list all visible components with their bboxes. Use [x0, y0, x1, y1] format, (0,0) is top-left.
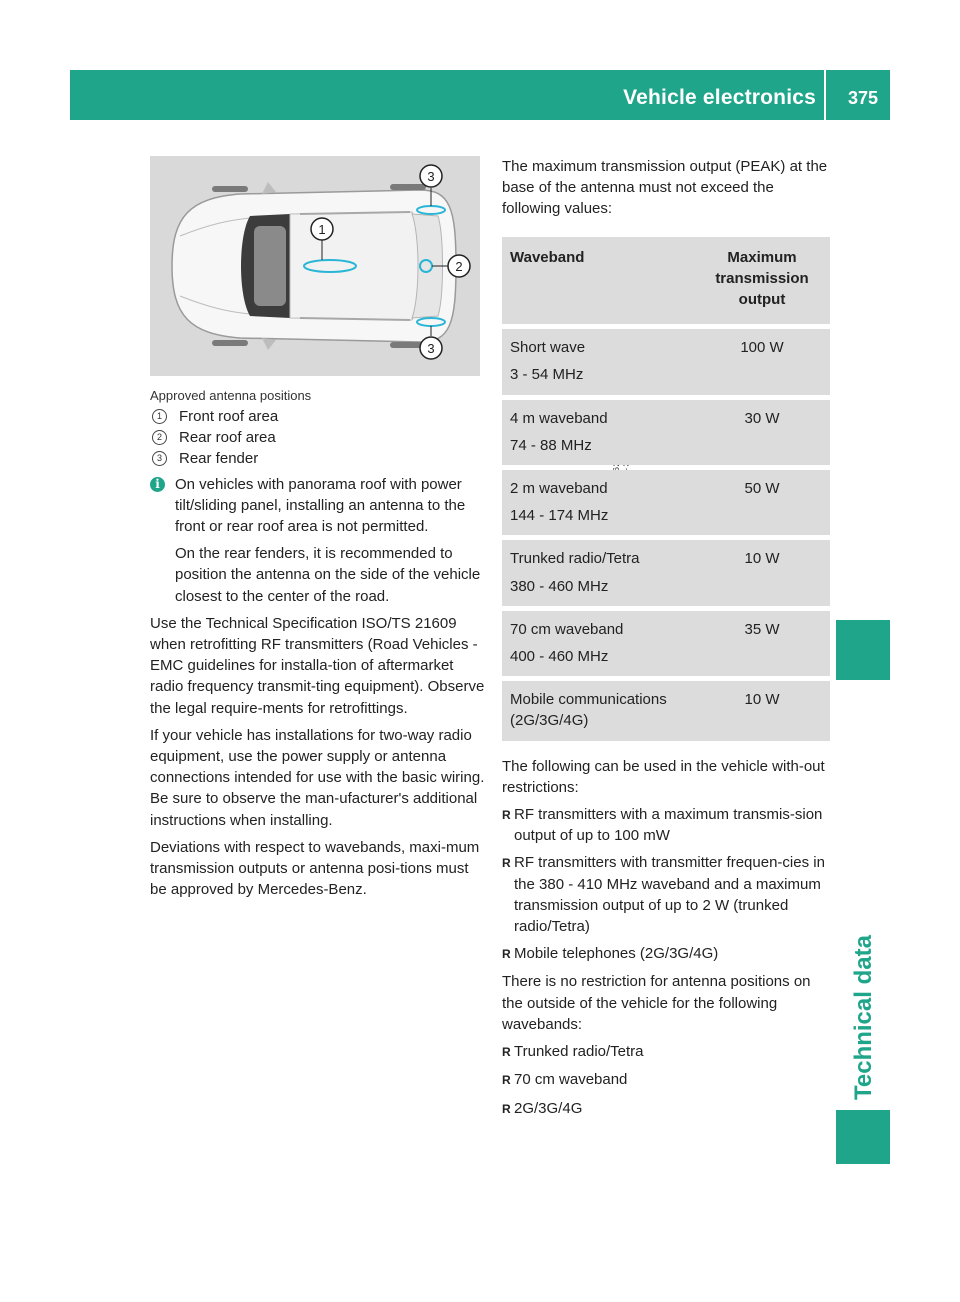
- right-column: [502, 156, 832, 1120]
- table-row: [502, 470, 830, 535]
- info-note: [150, 474, 486, 607]
- waveband-name: 2 m waveband: [510, 480, 608, 498]
- list-item: [502, 1041, 832, 1063]
- svg-text:3: 3: [427, 341, 435, 356]
- legend-item: [150, 427, 486, 448]
- svg-text:3: 3: [427, 169, 435, 184]
- column-header: Waveband: [502, 237, 694, 325]
- list-item: [502, 943, 832, 965]
- waveband-range: 3 - 54 MHz: [510, 366, 584, 384]
- car-top-view-illustration: [150, 156, 480, 376]
- page-header: [70, 70, 890, 120]
- output-cell: 10 W: [694, 681, 830, 740]
- table-row: [502, 681, 830, 740]
- list-item-text: 2G/3G/4G: [514, 1099, 583, 1117]
- callout-3-top: [420, 165, 442, 187]
- legend-number: 2: [152, 430, 167, 445]
- unrestricted-intro: The following can be used in the vehicle with-out restrictions:: [502, 757, 825, 796]
- info-icon: i: [150, 477, 165, 492]
- bullet-icon: R: [502, 947, 511, 962]
- waveband-name: 70 cm waveband: [510, 620, 624, 638]
- list-item-text: RF transmitters with transmitter frequen-cies in the 380 - 410 MHz waveband and a maximum transmission output of up to 2 W (trunked radio/Tetra): [514, 854, 825, 936]
- callout-3-bottom: [420, 337, 442, 359]
- body-paragraph: Deviations with respect to wavebands, maxi-mum transmission outputs or antenna posi-tions must be approved by Mercedes-Benz.: [150, 838, 480, 899]
- table-row: [502, 329, 830, 394]
- waveband-cell: [502, 470, 694, 535]
- page-number: 375: [847, 88, 878, 108]
- column-header: Maximum transmission output: [694, 237, 830, 325]
- waveband-cell: [502, 329, 694, 394]
- waveband-range: 74 - 88 MHz: [510, 436, 592, 454]
- output-cell: 35 W: [694, 611, 830, 676]
- callout-1: [311, 218, 333, 240]
- output-cell: 100 W: [694, 329, 830, 394]
- table-row: [502, 400, 830, 465]
- intro-paragraph: The maximum transmission output (PEAK) at the base of the antenna must not exceed the following values:: [502, 158, 828, 218]
- waveband-range: 144 - 174 MHz: [510, 507, 609, 525]
- list-item-text: RF transmitters with a maximum transmis-sion output of up to 100 mW: [514, 806, 823, 845]
- waveband-range: (2G/3G/4G): [510, 712, 589, 730]
- legend-item: [150, 406, 486, 427]
- chapter-marker: [836, 1110, 890, 1164]
- bullet-icon: R: [502, 1073, 511, 1088]
- waveband-cell: [502, 540, 694, 605]
- svg-text:2: 2: [455, 259, 463, 274]
- info-paragraph: On vehicles with panorama roof with power tilt/sliding panel, installing an antenna to the front or rear roof area is not permitted.: [175, 475, 466, 536]
- left-column: [150, 386, 486, 900]
- bullet-icon: R: [502, 1045, 511, 1060]
- list-item-text: Trunked radio/Tetra: [514, 1043, 644, 1061]
- list-item: [502, 1098, 832, 1120]
- waveband-name: 4 m waveband: [510, 409, 608, 427]
- list-item: [502, 852, 832, 937]
- positions-intro: There is no restriction for antenna positions on the outside of the vehicle for the following wavebands:: [502, 973, 811, 1033]
- list-item: [502, 1069, 832, 1091]
- info-paragraph: On the rear fenders, it is recommended to position the antenna on the side of the vehicle closest to the center of the road.: [175, 545, 481, 605]
- list-item-text: 70 cm waveband: [514, 1071, 628, 1089]
- antenna-positions-figure: [150, 156, 480, 376]
- waveband-cell: [502, 681, 694, 740]
- output-cell: 30 W: [694, 400, 830, 465]
- legend-text: Rear roof area: [179, 429, 276, 447]
- legend-number: 3: [152, 451, 167, 466]
- output-cell: 10 W: [694, 540, 830, 605]
- figure-caption: Approved antenna positions: [150, 388, 312, 403]
- list-item-text: Mobile telephones (2G/3G/4G): [514, 945, 719, 963]
- output-cell: 50 W: [694, 470, 830, 535]
- waveband-cell: [502, 400, 694, 465]
- legend-text: Rear fender: [179, 450, 259, 468]
- waveband-name: Mobile communications: [510, 691, 667, 709]
- chapter-label: Technical data: [850, 935, 877, 1100]
- waveband-name: Short wave: [510, 339, 586, 357]
- svg-text:1: 1: [318, 222, 326, 237]
- bullet-icon: R: [502, 1101, 511, 1116]
- waveband-range: 380 - 460 MHz: [510, 577, 609, 595]
- waveband-name: Trunked radio/Tetra: [510, 550, 640, 568]
- list-item: [502, 804, 832, 846]
- table-row: [502, 540, 830, 605]
- legend-text: Front roof area: [179, 408, 279, 425]
- waveband-range: 400 - 460 MHz: [510, 648, 609, 666]
- body-paragraph: Use the Technical Specification ISO/TS 21609 when retrofitting RF transmitters (Road Vehicles - EMC guidelines for installa-tion of aftermarket radio frequency transmit-ting equipment). Observe the legal require-ments for retrofittings.: [150, 614, 485, 717]
- table-header-row: [502, 237, 830, 325]
- body-paragraph: If your vehicle has installations for two-way radio equipment, use the power supply or antenna connections intended for use with the basic wiring. Be sure to observe the man-ufacturer's additional instructions when installing.: [150, 726, 485, 829]
- bullet-icon: R: [502, 856, 511, 871]
- table-row: [502, 611, 830, 676]
- waveband-cell: [502, 611, 694, 676]
- header-divider: [824, 70, 826, 120]
- bullet-icon: R: [502, 808, 511, 823]
- transmission-output-table: [502, 232, 830, 746]
- legend-number: 1: [152, 409, 167, 424]
- legend-item: [150, 448, 486, 469]
- callout-2: [448, 255, 470, 277]
- section-title: Vehicle electronics: [623, 86, 816, 109]
